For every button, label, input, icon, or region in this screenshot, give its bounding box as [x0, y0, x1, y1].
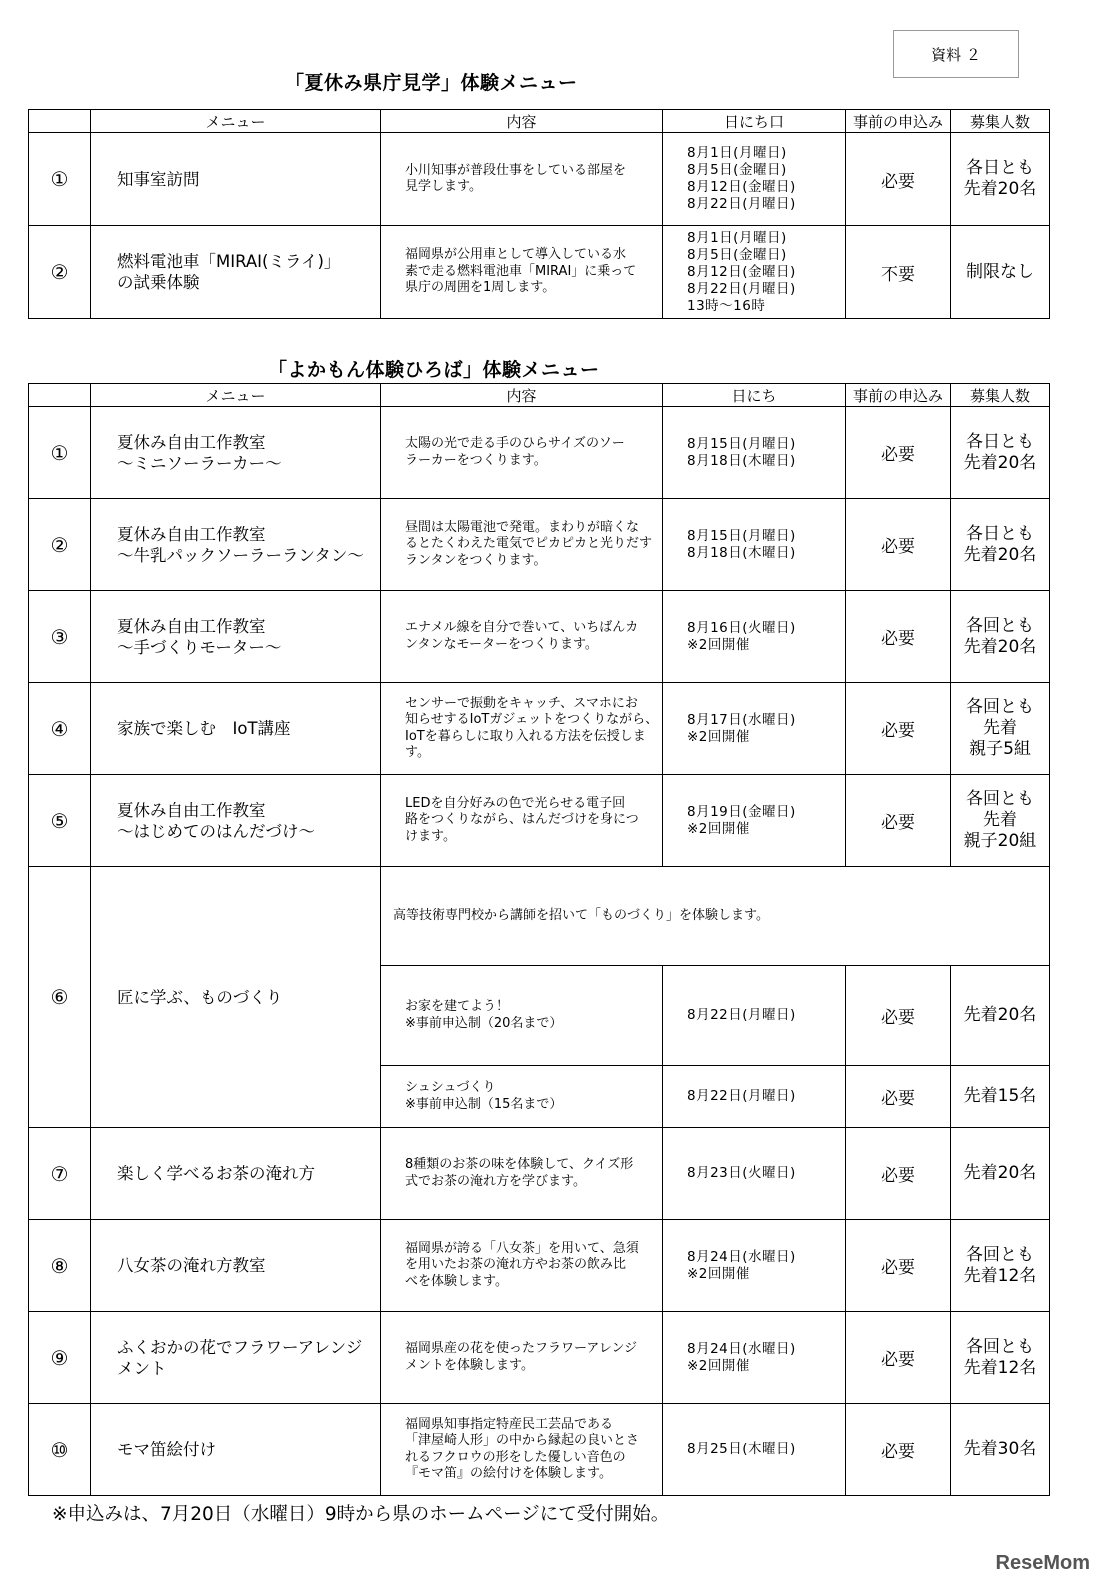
table-row — [29, 1404, 1050, 1496]
row-number: ⑥ — [29, 867, 91, 1128]
resemom-logo: ReseMom — [995, 1552, 1090, 1574]
table-row — [29, 775, 1050, 867]
menu-name: 楽しく学べるお茶の淹れ方 — [91, 1128, 381, 1220]
application-required: 必要 — [846, 1312, 951, 1404]
header-menu: メニュー — [91, 384, 381, 407]
description: お家を建てよう！ ※事前申込制（20名まで） — [381, 966, 663, 1066]
application-required: 必要 — [846, 966, 951, 1066]
header-content: 内容 — [381, 110, 663, 133]
tour-menu-table — [28, 109, 1050, 319]
application-required: 必要 — [846, 1066, 951, 1128]
row-number: ③ — [29, 591, 91, 683]
row-number: ④ — [29, 683, 91, 775]
row-number: ① — [29, 407, 91, 499]
menu-name: 燃料電池車「MIRAI(ミライ)」 の試乗体験 — [91, 226, 381, 319]
table-row — [29, 1312, 1050, 1404]
dates: 8月22日(月曜日) — [663, 1066, 846, 1128]
dates: 8月16日(火曜日) ※2回開催 — [663, 591, 846, 683]
table-row — [29, 1220, 1050, 1312]
application-required: 必要 — [846, 407, 951, 499]
dates: 8月25日(木曜日) — [663, 1404, 846, 1496]
table2-title: 「よかもん体験ひろば」体験メニュー — [268, 359, 600, 381]
description: シュシュづくり ※事前申込制（15名まで） — [381, 1066, 663, 1128]
row-number: ② — [29, 499, 91, 591]
row-number: ② — [29, 226, 91, 319]
menu-name: ふくおかの花でフラワーアレンジ メント — [91, 1312, 381, 1404]
description: 福岡県が誇る「八女茶」を用いて、急須 を用いたお茶の淹れ方やお茶の飲み比 べを体験します。 — [381, 1220, 663, 1312]
menu-name: 夏休み自由工作教室 ～手づくりモーター～ — [91, 591, 381, 683]
document-label: 資料 ２ — [893, 30, 1019, 78]
header-capacity: 募集人数 — [951, 110, 1050, 133]
application-required: 必要 — [846, 1404, 951, 1496]
row-number: ⑧ — [29, 1220, 91, 1312]
application-required: 必要 — [846, 591, 951, 683]
row-number: ① — [29, 133, 91, 226]
header-capacity: 募集人数 — [951, 384, 1050, 407]
row-number: ⑦ — [29, 1128, 91, 1220]
capacity: 先着15名 — [951, 1066, 1050, 1128]
description: 太陽の光で走る手のひらサイズのソー ラーカーをつくります。 — [381, 407, 663, 499]
dates: 8月1日(月曜日) 8月5日(金曜日) 8月12日(金曜日) 8月22日(月曜日) 13時～16時 — [663, 226, 846, 319]
table-row — [29, 407, 1050, 499]
table1-title: 「夏休み県庁見学」体験メニュー — [285, 72, 578, 94]
capacity: 各回とも 先着 親子20組 — [951, 775, 1050, 867]
table-row — [29, 867, 1050, 966]
description: 福岡県産の花を使ったフラワーアレンジ メントを体験します。 — [381, 1312, 663, 1404]
dates: 8月24日(水曜日) ※2回開催 — [663, 1220, 846, 1312]
dates: 8月15日(月曜日) 8月18日(木曜日) — [663, 499, 846, 591]
header-number — [29, 110, 91, 133]
header-row — [29, 384, 1050, 407]
header-menu: メニュー — [91, 110, 381, 133]
dates: 8月19日(金曜日) ※2回開催 — [663, 775, 846, 867]
menu-name: 知事室訪問 — [91, 133, 381, 226]
header-date: 日にち口 — [663, 110, 846, 133]
experience-menu-table — [28, 383, 1050, 1496]
dates: 8月15日(月曜日) 8月18日(木曜日) — [663, 407, 846, 499]
table-row — [29, 499, 1050, 591]
description: センサーで振動をキャッチ、スマホにお 知らせするIoTガジェットをつくりながら、 IoTを暮らしに取り入れる方法を伝授しま す。 — [381, 683, 663, 775]
dates: 8月22日(月曜日) — [663, 966, 846, 1066]
description: LEDを自分好みの色で光らせる電子回 路をつくりながら、はんだづけを身につ けます。 — [381, 775, 663, 867]
capacity: 各日とも 先着20名 — [951, 133, 1050, 226]
capacity: 各日とも 先着20名 — [951, 499, 1050, 591]
application-required: 必要 — [846, 499, 951, 591]
menu-name: モマ笛絵付け — [91, 1404, 381, 1496]
table-row — [29, 1128, 1050, 1220]
application-required: 必要 — [846, 1128, 951, 1220]
footnote: ※申込みは、7月20日（水曜日）9時から県のホームページにて受付開始。 — [52, 1504, 670, 1525]
application-required: 必要 — [846, 1220, 951, 1312]
menu-name: 夏休み自由工作教室 ～ミニソーラーカー～ — [91, 407, 381, 499]
dates: 8月23日(火曜日) — [663, 1128, 846, 1220]
menu-name: 家族で楽しむ IoT講座 — [91, 683, 381, 775]
dates: 8月24日(水曜日) ※2回開催 — [663, 1312, 846, 1404]
capacity: 各回とも 先着 親子5組 — [951, 683, 1050, 775]
capacity: 各回とも 先着12名 — [951, 1312, 1050, 1404]
table-row — [29, 226, 1050, 319]
header-row — [29, 110, 1050, 133]
header-date: 日にち — [663, 384, 846, 407]
description: 福岡県知事指定特産民工芸品である 「津屋崎人形」の中から縁起の良いとさ れるフクロウの形をした優しい音色の 『モマ笛』の絵付けを体験します。 — [381, 1404, 663, 1496]
row-number: ⑩ — [29, 1404, 91, 1496]
header-application: 事前の申込み — [846, 110, 951, 133]
capacity: 先着20名 — [951, 966, 1050, 1066]
capacity: 先着30名 — [951, 1404, 1050, 1496]
capacity: 各回とも 先着20名 — [951, 591, 1050, 683]
table-row — [29, 683, 1050, 775]
menu-name: 夏休み自由工作教室 ～牛乳パックソーラーランタン～ — [91, 499, 381, 591]
description: 高等技術専門校から講師を招いて「ものづくり」を体験します。 — [381, 867, 1050, 966]
row-number: ⑨ — [29, 1312, 91, 1404]
dates: 8月17日(水曜日) ※2回開催 — [663, 683, 846, 775]
description: 8種類のお茶の味を体験して、クイズ形 式でお茶の淹れ方を学びます。 — [381, 1128, 663, 1220]
description: 福岡県が公用車として導入している水 素で走る燃料電池車「MIRAI」に乗って 県庁の周囲を1周します。 — [381, 226, 663, 319]
capacity: 制限なし — [951, 226, 1050, 319]
table-row — [29, 133, 1050, 226]
dates: 8月1日(月曜日) 8月5日(金曜日) 8月12日(金曜日) 8月22日(月曜日) — [663, 133, 846, 226]
menu-name: 匠に学ぶ、ものづくり — [91, 867, 381, 1128]
capacity: 先着20名 — [951, 1128, 1050, 1220]
row-number: ⑤ — [29, 775, 91, 867]
description: エナメル線を自分で巻いて、いちばんカ ンタンなモーターをつくります。 — [381, 591, 663, 683]
menu-name: 夏休み自由工作教室 ～はじめてのはんだづけ～ — [91, 775, 381, 867]
application-required: 必要 — [846, 133, 951, 226]
capacity: 各日とも 先着20名 — [951, 407, 1050, 499]
description: 昼間は太陽電池で発電。まわりが暗くな るとたくわえた電気でピカピカと光りだす ランタンをつくります。 — [381, 499, 663, 591]
header-content: 内容 — [381, 384, 663, 407]
application-required: 必要 — [846, 775, 951, 867]
header-application: 事前の申込み — [846, 384, 951, 407]
menu-name: 八女茶の淹れ方教室 — [91, 1220, 381, 1312]
application-required: 不要 — [846, 226, 951, 319]
table-row — [29, 591, 1050, 683]
capacity: 各回とも 先着12名 — [951, 1220, 1050, 1312]
header-number — [29, 384, 91, 407]
description: 小川知事が普段仕事をしている部屋を 見学します。 — [381, 133, 663, 226]
application-required: 必要 — [846, 683, 951, 775]
